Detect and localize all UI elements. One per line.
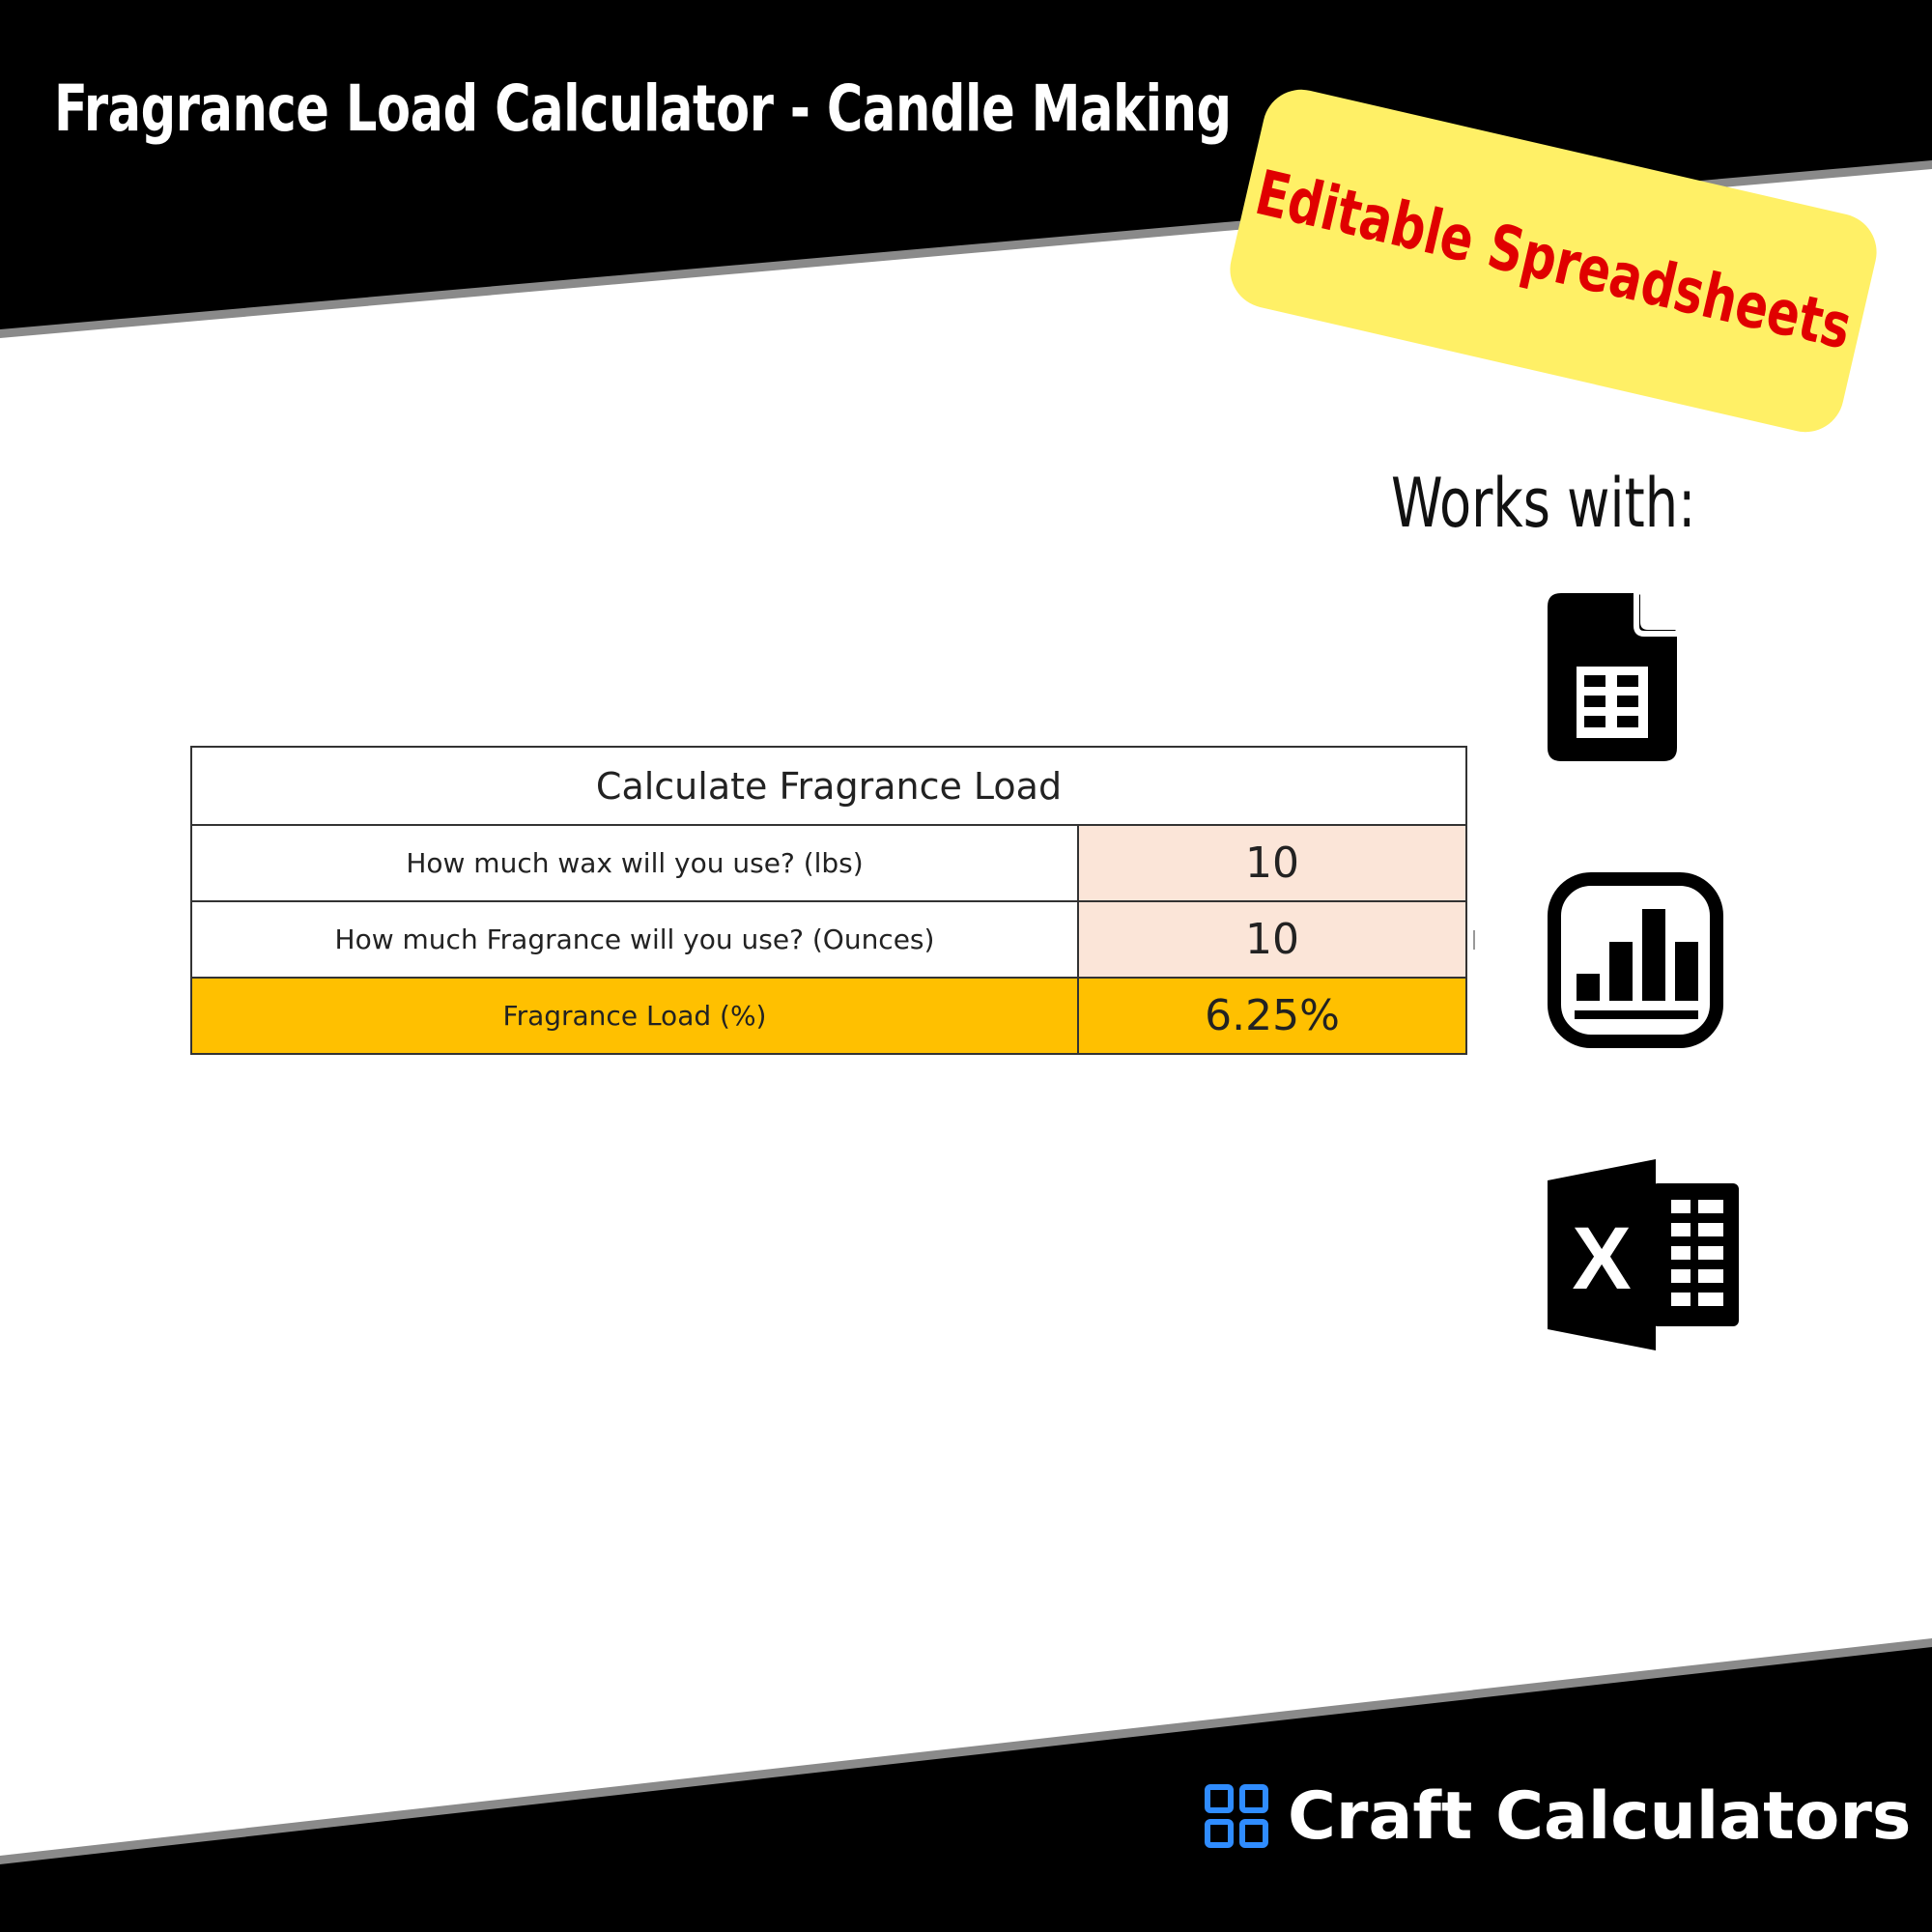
page-title: Fragrance Load Calculator - Candle Making	[54, 71, 1232, 146]
result-row	[191, 978, 1466, 1054]
google-sheets-icon	[1548, 593, 1677, 761]
wax-amount-input[interactable]: 10	[1078, 825, 1466, 901]
badge-label: Editable Spreadsheets	[1248, 157, 1859, 364]
table-row	[191, 901, 1466, 978]
fragrance-load-calculator-table	[190, 746, 1467, 1055]
grid-logo-icon	[1205, 1784, 1268, 1848]
calculator-title: Calculate Fragrance Load	[191, 747, 1466, 825]
brand-name: Craft Calculators	[1288, 1777, 1912, 1855]
fragrance-amount-label: How much Fragrance will you use? (Ounces)	[191, 901, 1078, 978]
column-resize-handle	[1473, 930, 1475, 950]
table-row	[191, 825, 1466, 901]
wax-amount-label: How much wax will you use? (lbs)	[191, 825, 1078, 901]
table-header-row	[191, 747, 1466, 825]
svg-text:X: X	[1572, 1209, 1632, 1308]
works-with-heading: Works with:	[1391, 464, 1696, 543]
fragrance-load-value: 6.25%	[1078, 978, 1466, 1054]
apple-numbers-icon	[1548, 872, 1723, 1048]
footer-brand	[1205, 1777, 1912, 1855]
fragrance-load-label: Fragrance Load (%)	[191, 978, 1078, 1054]
microsoft-excel-icon	[1548, 1159, 1739, 1350]
fragrance-amount-input[interactable]: 10	[1078, 901, 1466, 978]
